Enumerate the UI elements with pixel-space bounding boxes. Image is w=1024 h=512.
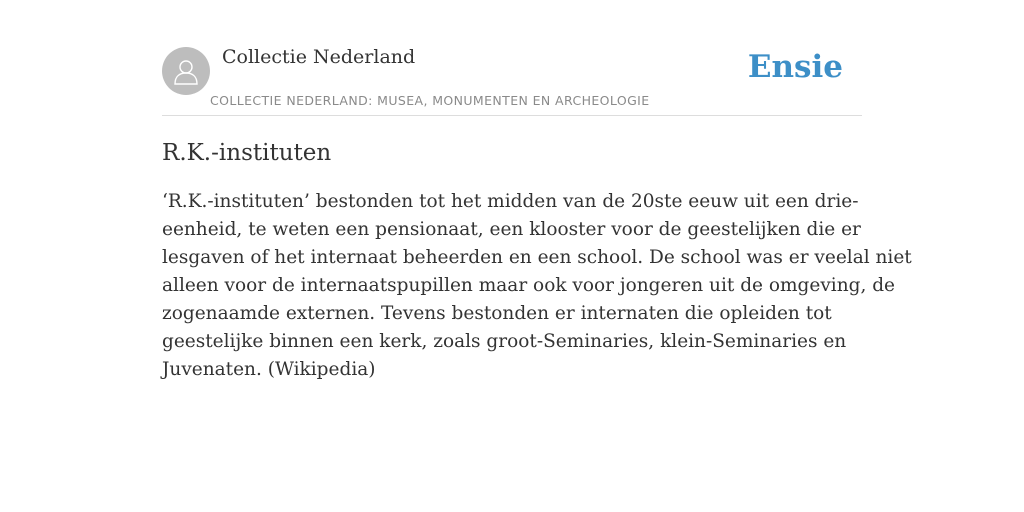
body-line: eenheid, te weten een pensionaat, een klooster voor de geestelijken die er <box>162 219 861 240</box>
entry-body <box>162 188 912 384</box>
user-icon <box>171 56 201 86</box>
body-line: Juvenaten. (Wikipedia) <box>162 359 376 380</box>
entry-header <box>162 40 862 116</box>
body-line: geestelijke binnen een kerk, zoals groot-Seminaries, klein-Seminaries en <box>162 331 847 352</box>
body-line: lesgaven of het internaat beheerden en een school. De school was er veelal niet <box>162 247 912 268</box>
author-name[interactable]: Collectie Nederland <box>222 46 416 68</box>
entry-title: R.K.-instituten <box>162 140 332 166</box>
body-line: zogenaamde externen. Tevens bestonden er internaten die opleiden tot <box>162 303 832 324</box>
category-link[interactable]: COLLECTIE NEDERLAND: MUSEA, MONUMENTEN EN ARCHEOLOGIE <box>210 93 650 108</box>
body-line: ‘R.K.-instituten’ bestonden tot het midden van de 20ste eeuw uit een drie- <box>162 191 859 212</box>
entry-card <box>162 40 912 384</box>
author-avatar[interactable] <box>162 47 210 95</box>
brand-logo[interactable]: Ensie <box>747 49 843 85</box>
body-line: alleen voor de internaatspupillen maar ook voor jongeren uit de omgeving, de <box>162 275 896 296</box>
